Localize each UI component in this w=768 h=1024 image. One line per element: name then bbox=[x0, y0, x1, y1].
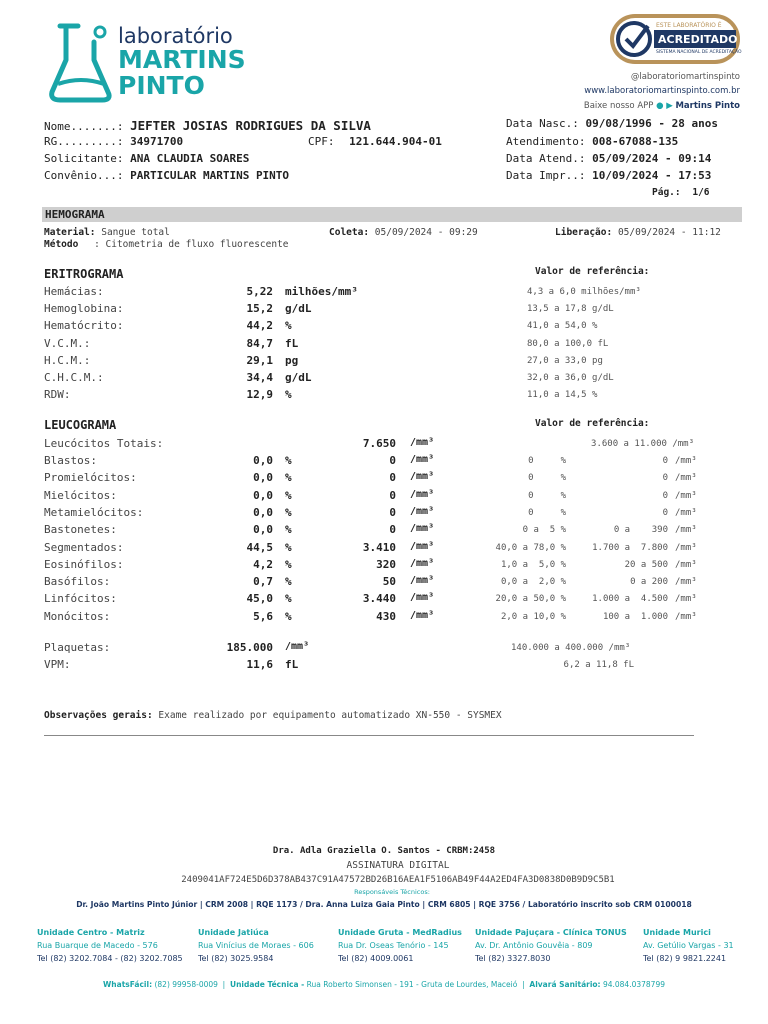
app-download[interactable] bbox=[584, 101, 740, 111]
row-ref: 80,0 a 100,0 fL bbox=[527, 338, 609, 349]
seal-top-text: ESTE LABORATÓRIO É bbox=[656, 22, 722, 29]
unit-address: Rua Buarque de Macedo - 576 bbox=[37, 941, 158, 950]
leucograma-row bbox=[0, 541, 768, 558]
plaquetas-row bbox=[0, 641, 768, 658]
row-ref: 140.000 a 400.000 /mm³ bbox=[511, 643, 631, 653]
row-pct-unit: % bbox=[285, 471, 292, 485]
nasc-value: 09/08/1996 - 28 anos bbox=[585, 117, 718, 130]
row-ref-abs: 100 a 1.000 bbox=[602, 611, 668, 622]
leucograma-row bbox=[0, 592, 768, 609]
row-abs-value: 50 bbox=[382, 575, 396, 589]
data-atend-row bbox=[506, 152, 711, 165]
data-impr-label: Data Impr..: bbox=[506, 169, 586, 182]
alvara-value: 94.084.0378799 bbox=[602, 980, 665, 989]
row-pct-unit: % bbox=[285, 454, 292, 467]
row-label: Linfócitos: bbox=[44, 592, 117, 606]
row-label: Monócitos: bbox=[44, 609, 111, 623]
row-ref-unit: /mm³ bbox=[675, 577, 697, 588]
observacoes-divider bbox=[44, 735, 694, 736]
row-pct-value: 0,0 bbox=[253, 488, 273, 502]
row-ref-pct: 2,0 a 10,0 % bbox=[500, 611, 566, 622]
liberacao-label: Liberação: bbox=[555, 227, 613, 238]
leucograma-row bbox=[0, 558, 768, 575]
coleta-value: 05/09/2024 - 09:29 bbox=[374, 227, 478, 238]
tecnica-value: Rua Roberto Simonsen - 191 - Gruta de Lourdes, Maceió bbox=[306, 980, 518, 989]
row-ref-abs: 1.000 a 4.500 bbox=[592, 594, 668, 605]
exam-title: HEMOGRAMA bbox=[45, 208, 105, 221]
row-ref-abs: 1.700 a 7.800 bbox=[592, 542, 668, 553]
row-pct-value: 4,2 bbox=[253, 557, 273, 571]
row-ref: 11,0 a 14,5 % bbox=[527, 390, 598, 401]
unit-title: Unidade Centro - Matriz bbox=[37, 928, 145, 937]
row-ref-abs: 20 a 500 bbox=[624, 559, 668, 570]
responsaveis-line: Dr. João Martins Pinto Júnior | CRM 2008 | RQE 1173 / Dra. Anna Luiza Gaia Pinto | CRM 6805 | RQE 3756 / Laboratório inscrito sob CRM 0100018 bbox=[76, 900, 692, 909]
data-impr-row bbox=[506, 169, 711, 182]
eritrograma-row bbox=[0, 302, 768, 319]
row-abs-unit: /mm³ bbox=[410, 523, 435, 535]
seal-main-text: ACREDITADO bbox=[658, 33, 738, 46]
row-value: 185.000 bbox=[226, 641, 273, 654]
row-pct-unit: % bbox=[285, 592, 292, 606]
solicitante-row bbox=[44, 152, 249, 165]
row-label: Bastonetes: bbox=[44, 523, 117, 537]
row-ref-abs: 0 a 390 bbox=[613, 525, 668, 536]
whats-value: (82) 99958-0009 bbox=[154, 980, 218, 989]
row-unit: g/dL bbox=[285, 371, 312, 384]
bottom-separator: | bbox=[220, 980, 230, 989]
observacoes-label: Observações gerais: bbox=[44, 710, 153, 721]
unit-centro bbox=[37, 926, 183, 965]
rg-label: RG.........: bbox=[44, 135, 124, 148]
row-pct-value: 0,0 bbox=[253, 523, 273, 537]
play-store-icon: ▶ bbox=[666, 101, 673, 111]
rg-row bbox=[44, 135, 183, 148]
bottom-line bbox=[0, 980, 768, 989]
unit-jatiuca bbox=[198, 926, 314, 965]
row-ref-unit: /mm³ bbox=[675, 490, 697, 501]
leucograma-row bbox=[0, 523, 768, 540]
row-abs-unit: /mm³ bbox=[410, 488, 435, 500]
row-value: 12,9 bbox=[246, 388, 273, 402]
row-abs-unit: /mm³ bbox=[410, 540, 435, 552]
row-abs-value: 320 bbox=[376, 557, 396, 571]
row-ref-unit: /mm³ bbox=[675, 507, 697, 518]
row-label: Mielócitos: bbox=[44, 488, 117, 502]
metodo-row bbox=[44, 239, 289, 250]
cpf-label: CPF: bbox=[308, 135, 335, 148]
row-label: Metamielócitos: bbox=[44, 505, 144, 519]
unit-phone: Tel (82) 3025.9584 bbox=[198, 954, 274, 963]
row-unit: pg bbox=[285, 353, 299, 367]
atendimento-value: 008-67088-135 bbox=[592, 135, 679, 148]
row-ref-unit: /mm³ bbox=[675, 559, 697, 570]
eritrograma-row bbox=[0, 337, 768, 354]
row-value: 44,2 bbox=[246, 319, 273, 333]
row-ref-unit: /mm³ bbox=[675, 525, 697, 536]
row-ref-abs: 0 bbox=[662, 507, 668, 518]
row-label: Basófilos: bbox=[44, 575, 111, 589]
row-ref-abs: 0 bbox=[662, 490, 668, 501]
app-text: Baixe nosso APP bbox=[583, 101, 654, 111]
patient-name: JEFTER JOSIAS RODRIGUES DA SILVA bbox=[130, 118, 371, 133]
row-label: C.H.C.M.: bbox=[44, 371, 104, 384]
row-unit: % bbox=[285, 319, 292, 333]
page-number bbox=[652, 187, 710, 198]
row-label: V.C.M.: bbox=[44, 336, 91, 350]
material-value: Sangue total bbox=[101, 227, 170, 238]
unit-title: Unidade Gruta - MedRadius bbox=[338, 928, 462, 937]
row-ref-pct: 0 a 5 % bbox=[522, 525, 566, 536]
nasc-label: Data Nasc.: bbox=[506, 117, 579, 130]
unit-title: Unidade Pajuçara - Clínica TONUS bbox=[475, 928, 627, 937]
row-pct-value: 0,0 bbox=[253, 505, 273, 519]
observacoes-row bbox=[44, 710, 502, 721]
row-value: 84,7 bbox=[246, 336, 273, 350]
row-pct-value: 45,0 bbox=[246, 592, 273, 606]
leucograma-ref-header: Valor de referência: bbox=[535, 418, 650, 429]
row-value: 34,4 bbox=[246, 371, 273, 384]
row-ref-pct: 1,0 a 5,0 % bbox=[500, 559, 566, 570]
leucocitos-totais-row bbox=[0, 437, 768, 454]
row-unit: /mm³ bbox=[285, 641, 310, 652]
convenio-row bbox=[44, 169, 289, 182]
row-unit: milhões/mm³ bbox=[285, 285, 358, 298]
signature-hash: 2409041AF724E5D6D378AB437C91A47572BD26B16AEA1F5106AB49F44A2ED4FA3D0838D0B9D9C5B1 bbox=[181, 875, 615, 885]
name-label: Nome.......: bbox=[44, 120, 124, 133]
row-ref-unit: /mm³ bbox=[675, 594, 697, 605]
row-abs-value: 430 bbox=[376, 609, 396, 623]
eritrograma-ref-header: Valor de referência: bbox=[535, 266, 650, 277]
row-pct-unit: % bbox=[285, 609, 292, 623]
row-abs-value: 0 bbox=[389, 471, 396, 485]
logo-line-2: MARTINS bbox=[118, 45, 246, 74]
row-pct-value: 44,5 bbox=[246, 540, 273, 554]
page-value: 1/6 bbox=[692, 187, 710, 198]
liberacao-row bbox=[555, 227, 721, 238]
leucograma-row bbox=[0, 575, 768, 592]
solicitante-value: ANA CLAUDIA SOARES bbox=[130, 152, 250, 165]
unit-title: Unidade Murici bbox=[643, 928, 711, 937]
row-ref: 32,0 a 36,0 g/dL bbox=[527, 373, 614, 383]
coleta-label: Coleta: bbox=[329, 227, 370, 238]
responsaveis-label: Responsáveis Técnicos: bbox=[354, 888, 430, 896]
coleta-row bbox=[329, 227, 478, 238]
unit-address: Av. Getúlio Vargas - 31 bbox=[643, 941, 734, 950]
unit-address: Rua Vinícius de Moraes - 606 bbox=[198, 941, 314, 950]
material-label: Material: bbox=[44, 227, 96, 238]
solicitante-label: Solicitante: bbox=[44, 152, 124, 165]
row-pct-unit: % bbox=[285, 488, 292, 502]
row-abs-value: 0 bbox=[389, 454, 396, 467]
row-ref-pct: 0 % bbox=[528, 490, 566, 501]
row-ref-unit: /mm³ bbox=[675, 542, 697, 553]
row-abs-value: 3.410 bbox=[362, 540, 396, 554]
row-ref-pct: 40,0 a 78,0 % bbox=[495, 542, 566, 553]
signature-name: Dra. Adla Graziella O. Santos - CRBM:2458 bbox=[272, 846, 496, 856]
row-ref-abs: 0 a 200 bbox=[630, 577, 668, 588]
atendimento-row bbox=[506, 135, 678, 148]
row-ref: 41,0 a 54,0 % bbox=[527, 321, 598, 332]
unit-address: Rua Dr. Oseas Tenório - 145 bbox=[338, 941, 449, 950]
row-abs-unit: /mm³ bbox=[410, 609, 435, 621]
row-ref-unit: /mm³ bbox=[675, 473, 697, 484]
row-label: Hemoglobina: bbox=[44, 302, 124, 316]
unit-phone: Tel (82) 3327.8030 bbox=[475, 954, 551, 963]
flask-logo-icon bbox=[48, 22, 114, 104]
row-ref-abs: 0 bbox=[662, 456, 668, 466]
row-ref: 27,0 a 33,0 pg bbox=[527, 355, 603, 366]
cpf-value: 121.644.904-01 bbox=[349, 135, 442, 148]
row-value: 5,22 bbox=[246, 285, 273, 298]
page-label: Pág.: bbox=[652, 187, 681, 198]
row-abs-unit: /mm³ bbox=[410, 557, 435, 569]
unit-phone: Tel (82) 4009.0061 bbox=[338, 954, 414, 963]
row-unit: fL bbox=[285, 658, 299, 671]
row-unit: fL bbox=[285, 336, 299, 350]
data-impr-value: 10/09/2024 - 17:53 bbox=[592, 169, 712, 182]
data-atend-label: Data Atend.: bbox=[506, 152, 586, 165]
logo-line-3: PINTO bbox=[118, 71, 205, 100]
row-pct-value: 0,0 bbox=[253, 454, 273, 467]
atendimento-label: Atendimento: bbox=[506, 135, 586, 148]
leucograma-title: LEUCOGRAMA bbox=[44, 418, 117, 432]
convenio-label: Convênio...: bbox=[44, 169, 124, 182]
leucograma-row bbox=[0, 610, 768, 627]
unit-murici bbox=[643, 926, 734, 965]
row-label: Segmentados: bbox=[44, 540, 124, 554]
row-label: Leucócitos Totais: bbox=[44, 437, 164, 450]
row-pct-unit: % bbox=[285, 523, 292, 537]
row-abs-value: 3.440 bbox=[362, 592, 396, 606]
row-pct-unit: % bbox=[285, 557, 292, 571]
unit-phone: Tel (82) 9 9821.2241 bbox=[643, 954, 727, 963]
eritrograma-title: ERITROGRAMA bbox=[44, 267, 124, 281]
leucograma-row bbox=[0, 471, 768, 488]
row-abs-unit: /mm³ bbox=[410, 437, 435, 448]
row-ref-unit: /mm³ bbox=[675, 456, 697, 466]
row-pct-unit: % bbox=[285, 540, 292, 554]
row-label: Blastos: bbox=[44, 454, 97, 467]
nasc-row bbox=[506, 117, 718, 130]
row-label: Plaquetas: bbox=[44, 641, 111, 654]
unit-address: Av. Dr. Antônio Gouvêia - 809 bbox=[475, 941, 593, 950]
eritrograma-row bbox=[0, 371, 768, 388]
row-ref-pct: 0 % bbox=[528, 473, 566, 484]
eritrograma-row bbox=[0, 285, 768, 302]
app-name: Martins Pinto bbox=[675, 101, 740, 111]
row-ref: 6,2 a 11,8 fL bbox=[563, 660, 634, 670]
leucograma-row bbox=[0, 454, 768, 471]
row-label: RDW: bbox=[44, 388, 71, 402]
row-pct-unit: % bbox=[285, 575, 292, 589]
liberacao-value: 05/09/2024 - 11:12 bbox=[617, 227, 721, 238]
row-label: VPM: bbox=[44, 658, 71, 671]
row-pct-unit: % bbox=[285, 505, 292, 519]
row-ref-abs: 0 bbox=[662, 473, 668, 484]
material-row bbox=[44, 227, 170, 238]
row-abs-value: 0 bbox=[389, 523, 396, 537]
leucograma-row bbox=[0, 489, 768, 506]
eritrograma-row bbox=[0, 319, 768, 336]
row-abs-value: 0 bbox=[389, 488, 396, 502]
row-abs-unit: /mm³ bbox=[410, 454, 435, 465]
metodo-label: Método bbox=[44, 239, 79, 250]
observacoes-text: Exame realizado por equipamento automatizado XN-550 - SYSMEX bbox=[158, 710, 502, 721]
row-unit: % bbox=[285, 388, 292, 402]
row-label: Promielócitos: bbox=[44, 471, 137, 485]
row-label: Hemácias: bbox=[44, 285, 104, 298]
row-abs-value: 0 bbox=[389, 505, 396, 519]
seal-sub-text: SISTEMA NACIONAL DE ACREDITAÇÃO bbox=[656, 50, 742, 55]
row-ref: 13,5 a 17,8 g/dL bbox=[527, 304, 614, 315]
bottom-separator: | bbox=[519, 980, 530, 989]
data-atend-value: 05/09/2024 - 09:14 bbox=[592, 152, 712, 165]
row-value: 11,6 bbox=[246, 658, 273, 671]
row-label: Eosinófilos: bbox=[44, 557, 124, 571]
apple-icon: ● bbox=[656, 101, 664, 111]
unit-title: Unidade Jatiúca bbox=[198, 928, 269, 937]
accreditation-seal bbox=[610, 10, 742, 68]
row-abs-unit: /mm³ bbox=[410, 505, 435, 517]
eritrograma-row bbox=[0, 388, 768, 405]
unit-gruta bbox=[338, 926, 462, 965]
cpf-row bbox=[308, 135, 442, 148]
row-value: 29,1 bbox=[246, 353, 273, 367]
tecnica-label: Unidade Técnica - bbox=[229, 980, 305, 989]
row-value: 15,2 bbox=[246, 302, 273, 316]
instagram-handle: @laboratoriomartinspinto bbox=[630, 72, 740, 82]
exam-title-band bbox=[42, 207, 742, 222]
row-abs-unit: /mm³ bbox=[410, 592, 435, 604]
whats-label: WhatsFácil: bbox=[103, 980, 153, 989]
row-pct-value: 0,7 bbox=[253, 575, 273, 589]
alvara-label: Alvará Sanitário: bbox=[529, 980, 601, 989]
unit-pajucara bbox=[475, 926, 627, 965]
unit-phone: Tel (82) 3202.7084 - (82) 3202.7085 bbox=[37, 954, 183, 963]
row-pct-value: 0,0 bbox=[253, 471, 273, 485]
rg-value: 34971700 bbox=[130, 135, 184, 148]
signature-digital: ASSINATURA DIGITAL bbox=[346, 860, 450, 871]
patient-name-row bbox=[44, 118, 371, 133]
row-ref-pct: 0 % bbox=[528, 507, 566, 518]
row-abs-unit: /mm³ bbox=[410, 575, 435, 587]
leucograma-row bbox=[0, 506, 768, 523]
row-abs-unit: /mm³ bbox=[410, 471, 435, 483]
row-unit: g/dL bbox=[285, 302, 312, 316]
row-ref-pct: 20,0 a 50,0 % bbox=[495, 594, 566, 605]
row-ref-pct: 0 % bbox=[528, 456, 566, 466]
vpm-row bbox=[0, 658, 768, 675]
row-label: H.C.M.: bbox=[44, 353, 91, 367]
row-pct-value: 5,6 bbox=[253, 609, 273, 623]
row-abs-value: 7.650 bbox=[362, 437, 396, 450]
row-ref: 4,3 a 6,0 milhões/mm³ bbox=[527, 287, 641, 297]
eritrograma-row bbox=[0, 354, 768, 371]
row-ref: 3.600 a 11.000 /mm³ bbox=[591, 439, 694, 449]
logo-line-1: laboratório bbox=[118, 24, 233, 48]
row-ref-unit: /mm³ bbox=[675, 611, 697, 622]
metodo-value: : Citometria de fluxo fluorescente bbox=[94, 239, 289, 250]
row-ref-pct: 0,0 a 2,0 % bbox=[500, 577, 566, 588]
convenio-value: PARTICULAR MARTINS PINTO bbox=[130, 169, 290, 182]
website-link[interactable]: www.laboratoriomartinspinto.com.br bbox=[584, 86, 740, 96]
row-label: Hematócrito: bbox=[44, 319, 124, 333]
